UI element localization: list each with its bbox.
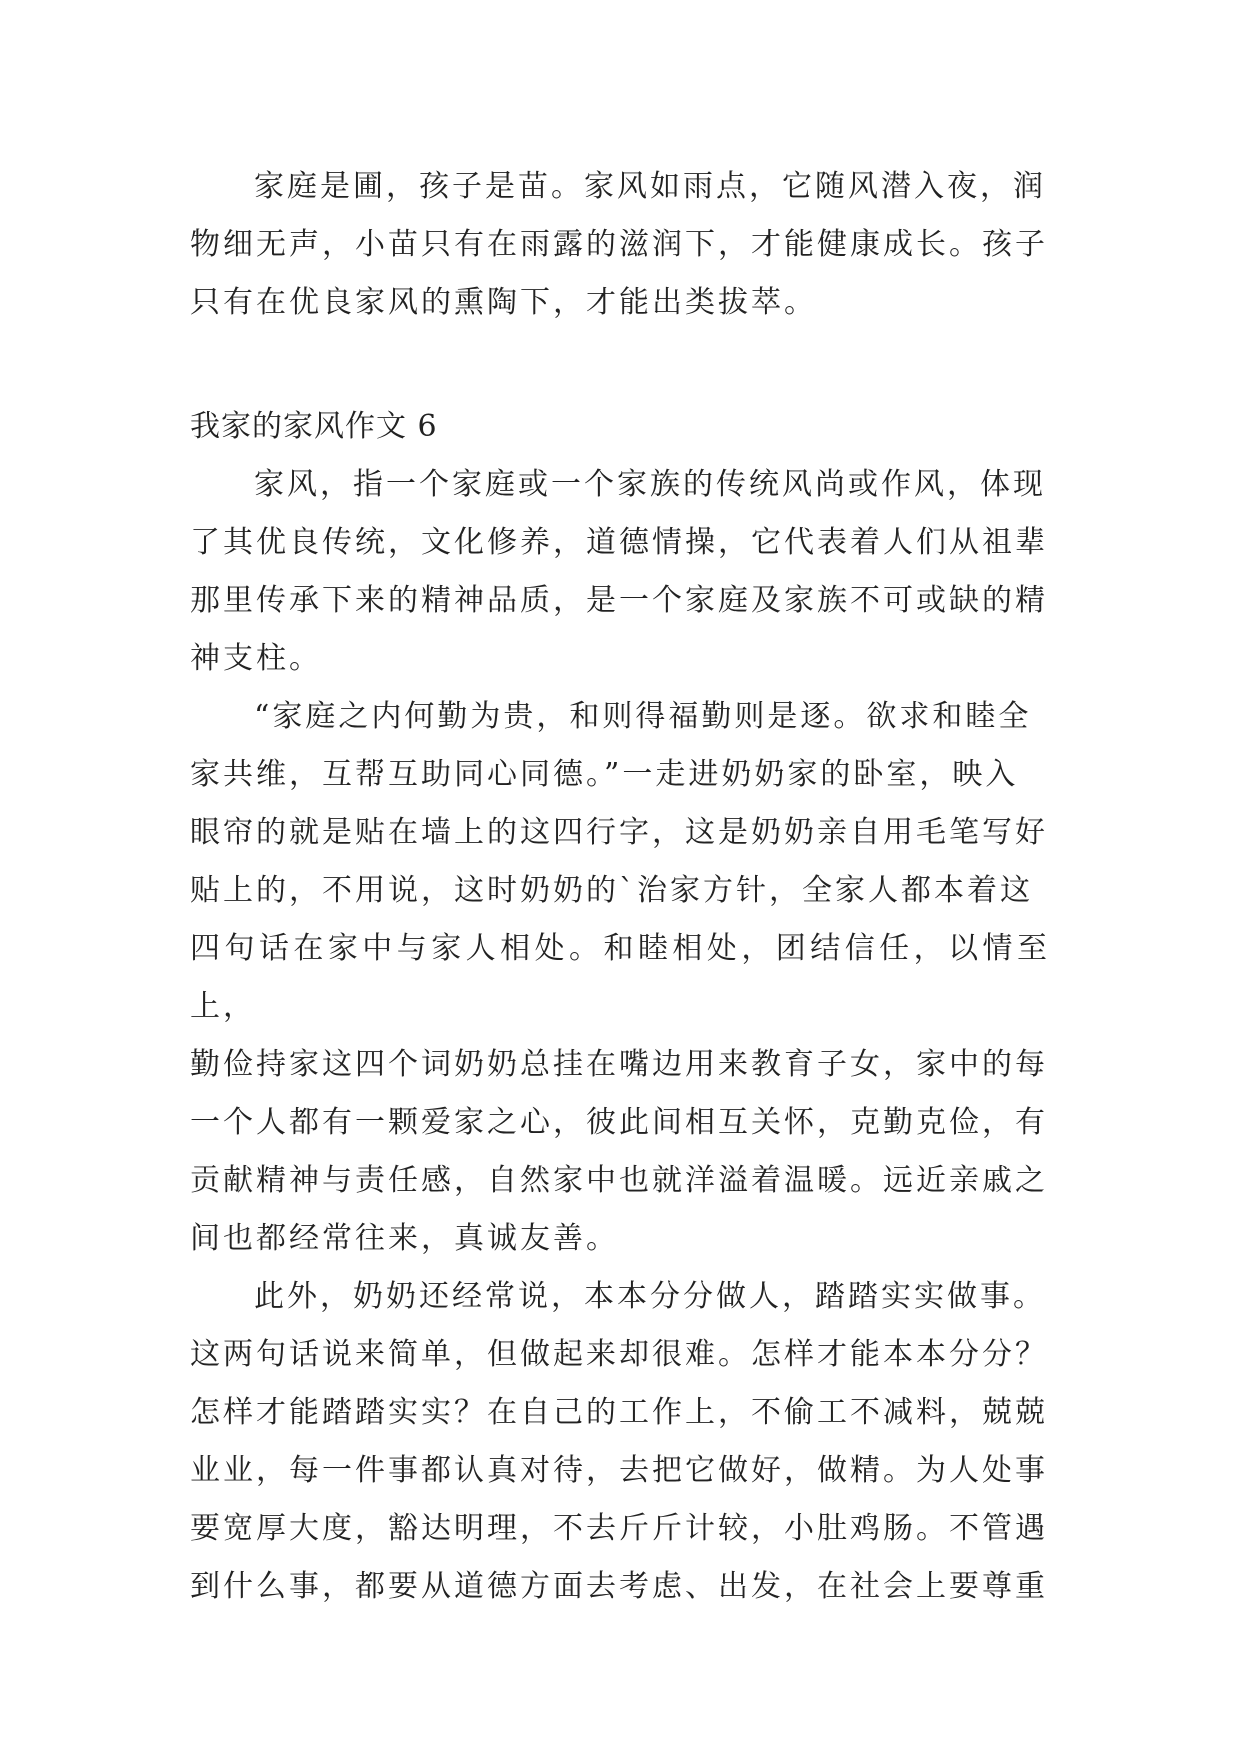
paragraph-3: 此外，奶奶还经常说，本本分分做人，踏踏实实做事。 这两句话说来简单，但做起来却很难。怎样才能本本分分？ 怎样才能踏踏实实？在自己的工作上，不偷工不减料，兢兢 业业，每一件事都认真对待，去把它做好，做精。为人处事 要宽厚大度，豁达明理，不去斤斤计较，小肚鸡肠。不管遇 到什么事，都要从道德方面去考虑、出发，在社会上要尊重 [190, 1279, 1048, 1604]
document-body [190, 158, 1050, 1616]
essay-heading: 我家的家风作文 6 [190, 409, 438, 444]
paragraph-2: “家庭之内何勤为贵，和则得福勤则是逐。欲求和睦全 家共维，互帮互助同心同德。”一走进奶奶家的卧室，映入 眼帘的就是贴在墙上的这四行字，这是奶奶亲自用毛笔写好 贴上的，不用说，这时奶奶的`治家方针，全家人都本着这 四句话在家中与家人相处。和睦相处，团结信任，以情至上， 勤俭持家这四个词奶奶总挂在嘴边用来教育子女，家中的每 一个人都有一颗爱家之心，彼此间相互关怀，克勤克俭，有 贡献精神与责任感，自然家中也就洋溢着温暖。远近亲戚之 间也都经常往来，真诚友善。 [190, 699, 1050, 1256]
paragraph-intro: 家庭是圃，孩子是苗。家风如雨点，它随风潜入夜，润 物细无声，小苗只有在雨露的滋润下，才能健康成长。孩子 只有在优良家风的熏陶下，才能出类拔萃。 [190, 169, 1048, 320]
paragraph-1: 家风，指一个家庭或一个家族的传统风尚或作风，体现 了其优良传统，文化修养，道德情操，它代表着人们从祖辈 那里传承下来的精神品质，是一个家庭及家族不可或缺的精 神支柱。 [190, 467, 1048, 676]
